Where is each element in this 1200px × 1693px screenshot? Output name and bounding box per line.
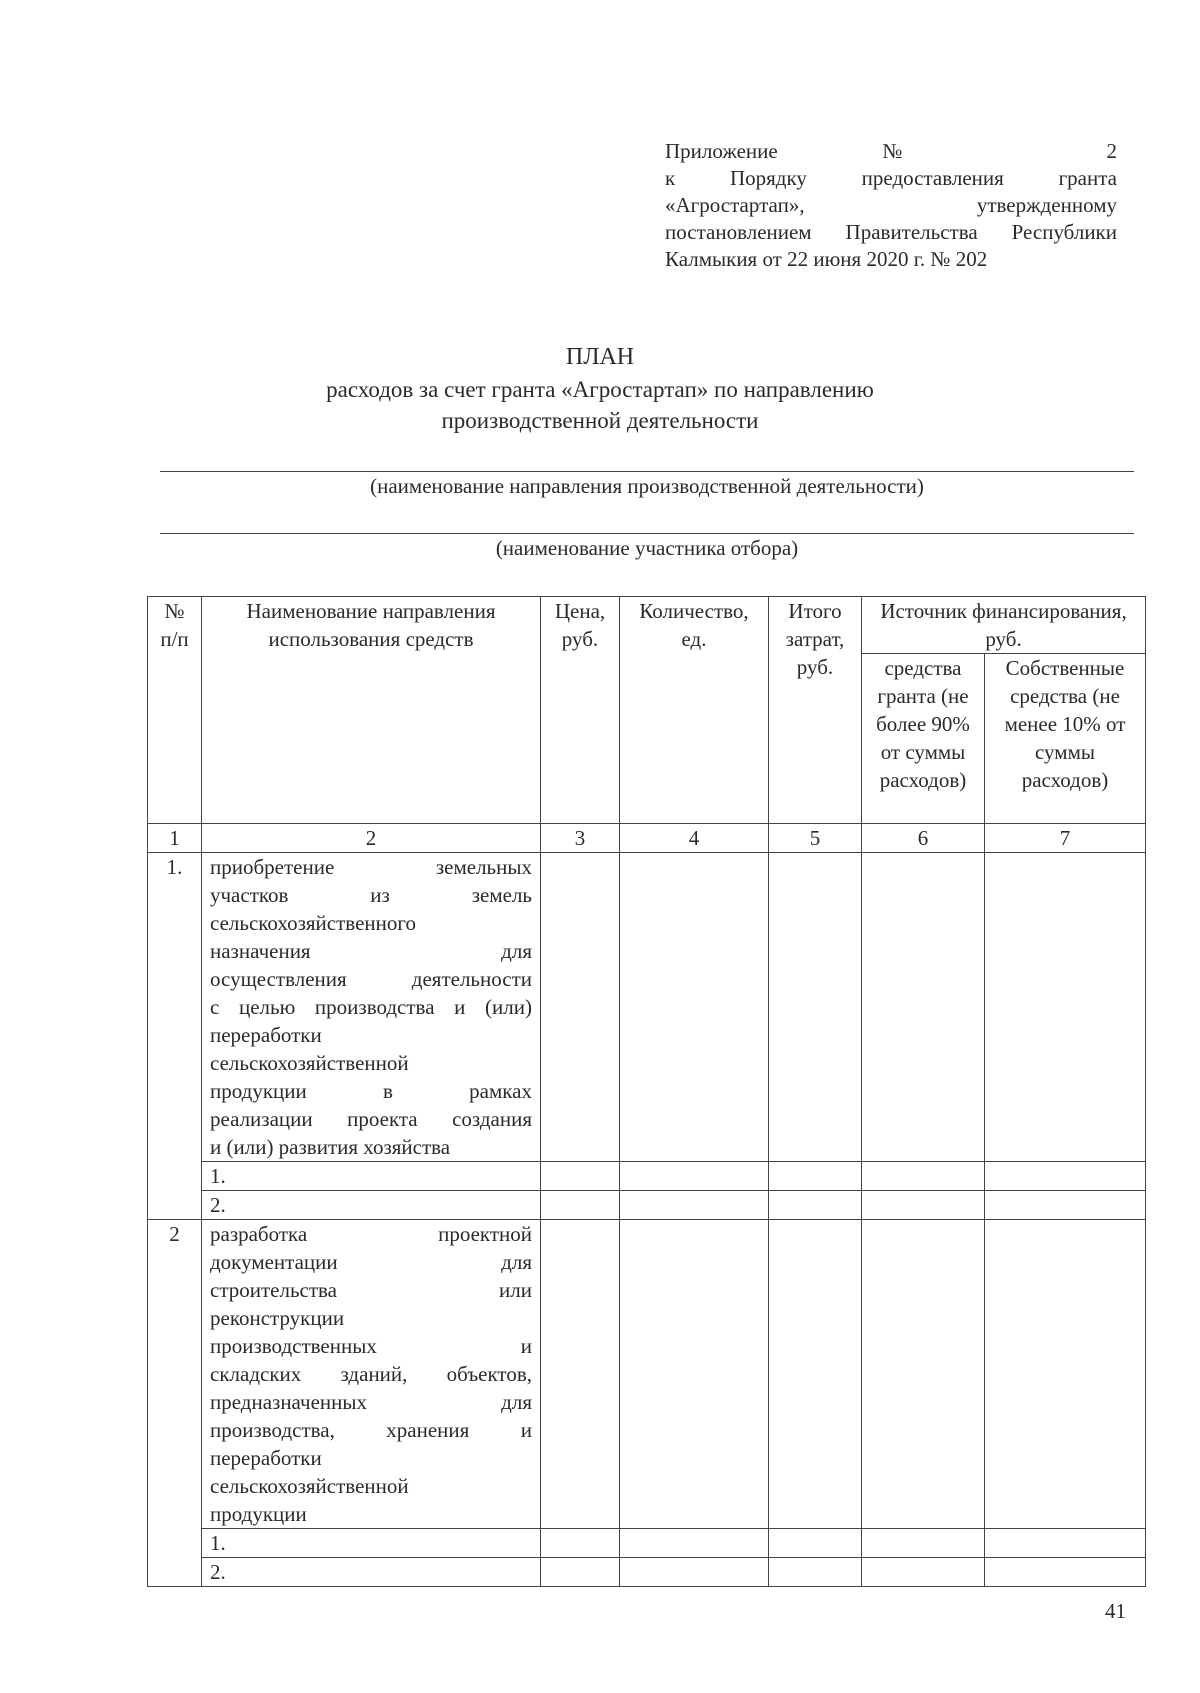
empty-cell (769, 1220, 862, 1529)
empty-cell (985, 853, 1146, 1162)
description-line: предназначенных для (210, 1390, 532, 1414)
table-row (148, 1220, 1146, 1529)
header-row (148, 597, 1146, 654)
participant-caption: (наименование участника отбора) (495, 536, 799, 560)
description-line: с целью производства и (или) (210, 995, 532, 1019)
header-grant: средства гранта (не более 90% от суммы расходов) (862, 654, 985, 824)
title-sub-2: производственной деятельности (441, 408, 759, 433)
empty-cell (620, 1558, 769, 1587)
empty-cell (769, 1558, 862, 1587)
empty-cell (541, 1191, 620, 1220)
description-line: переработки (210, 1023, 322, 1047)
header-name: Наименование направления использования средств (202, 597, 541, 824)
page-number: 41 (1105, 1599, 1126, 1623)
description-line: переработки (210, 1446, 322, 1470)
empty-cell (620, 1529, 769, 1558)
appendix-line: «Агростартап», утвержденному (665, 193, 1117, 217)
empty-cell (862, 1191, 985, 1220)
empty-cell (541, 853, 620, 1162)
empty-cell (862, 1220, 985, 1529)
description-line: складских зданий, объектов, (210, 1362, 532, 1386)
description-line: и (или) развития хозяйства (210, 1135, 451, 1159)
header-total: Итого затрат, руб. (769, 597, 862, 824)
title-sub-1: расходов за счет гранта «Агростартап» по направлению (326, 377, 874, 402)
description-line: реконструкции (210, 1306, 345, 1330)
empty-cell (541, 1162, 620, 1191)
empty-cell (620, 1220, 769, 1529)
empty-cell (862, 1162, 985, 1191)
expense-plan-table (147, 596, 1146, 1587)
description-line: производства, хранения и (210, 1418, 532, 1442)
column-number-row (148, 824, 1146, 853)
description-line: приобретение земельных (210, 855, 532, 879)
appendix-block (665, 138, 1117, 273)
table-row (148, 853, 1146, 1162)
empty-cell (541, 1220, 620, 1529)
description-line: продукции в рамках (210, 1079, 532, 1103)
empty-cell (769, 1191, 862, 1220)
header-price: Цена, руб. (541, 597, 620, 824)
document-title (0, 340, 1200, 436)
col-number: 7 (985, 824, 1146, 853)
col-number: 2 (202, 824, 541, 853)
empty-cell (985, 1162, 1146, 1191)
col-number: 5 (769, 824, 862, 853)
table-subrow (148, 1529, 1146, 1558)
description-line: сельскохозяйственной (210, 1051, 409, 1075)
empty-cell (620, 853, 769, 1162)
description-line: документации для (210, 1250, 532, 1274)
col-number: 1 (148, 824, 202, 853)
subrow-number: 1. (202, 1162, 541, 1191)
empty-cell (985, 1191, 1146, 1220)
description-line: продукции (210, 1502, 307, 1526)
row-number: 1. (148, 853, 202, 1220)
subrow-number: 2. (202, 1558, 541, 1587)
participant-blank-line (160, 533, 1134, 534)
empty-cell (541, 1558, 620, 1587)
empty-cell (620, 1191, 769, 1220)
description-line: реализации проекта создания (210, 1107, 532, 1131)
empty-cell (541, 1529, 620, 1558)
header-own: Собственные средства (не менее 10% от суммы расходов) (985, 654, 1146, 824)
description-line: осуществления деятельности (210, 967, 532, 991)
direction-blank-line (160, 471, 1134, 472)
description-line: разработка проектной (210, 1222, 532, 1246)
header-qty: Количество, ед. (620, 597, 769, 824)
empty-cell (769, 853, 862, 1162)
col-number: 6 (862, 824, 985, 853)
appendix-line: Калмыкия от 22 июня 2020 г. № 202 (665, 247, 988, 271)
row-description (202, 853, 541, 1162)
description-line: сельскохозяйственного (210, 911, 416, 935)
description-line: участков из земель (210, 883, 532, 907)
description-line: сельскохозяйственной (210, 1474, 409, 1498)
col-number: 4 (620, 824, 769, 853)
subrow-number: 1. (202, 1529, 541, 1558)
direction-caption: (наименование направления производственной деятельности) (370, 474, 924, 498)
header-num: № п/п (148, 597, 202, 824)
empty-cell (769, 1162, 862, 1191)
empty-cell (620, 1162, 769, 1191)
empty-cell (985, 1529, 1146, 1558)
appendix-line: к Порядку предоставления гранта (665, 166, 1117, 190)
row-number: 2 (148, 1220, 202, 1587)
empty-cell (862, 853, 985, 1162)
empty-cell (862, 1529, 985, 1558)
empty-cell (769, 1529, 862, 1558)
appendix-line: постановлением Правительства Республики (665, 220, 1117, 244)
description-line: строительства или (210, 1278, 532, 1302)
col-number: 3 (541, 824, 620, 853)
appendix-line: Приложение № 2 (665, 139, 1117, 163)
table-subrow (148, 1191, 1146, 1220)
description-line: производственных и (210, 1334, 532, 1358)
table-subrow (148, 1162, 1146, 1191)
empty-cell (985, 1220, 1146, 1529)
table-subrow (148, 1558, 1146, 1587)
empty-cell (985, 1558, 1146, 1587)
row-description (202, 1220, 541, 1529)
empty-cell (862, 1558, 985, 1587)
subrow-number: 2. (202, 1191, 541, 1220)
header-source: Источник финансирования, руб. (862, 597, 1146, 654)
description-line: назначения для (210, 939, 532, 963)
title-main: ПЛАН (565, 344, 635, 370)
